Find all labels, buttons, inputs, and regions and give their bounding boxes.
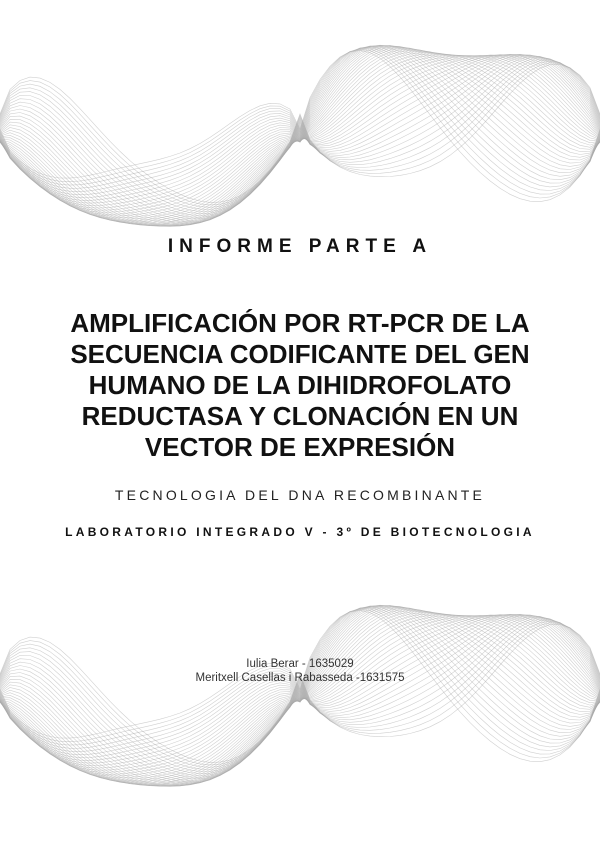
title-line: AMPLIFICACIÓN POR RT-PCR DE LA [70, 308, 530, 338]
authors-block [0, 657, 600, 685]
report-label: INFORME PARTE A [167, 236, 433, 257]
subject-line: TECNOLOGIA DEL DNA RECOMBINANTE [114, 487, 486, 503]
title-line: REDUCTASA Y CLONACIÓN EN UN [81, 401, 519, 431]
title-line: SECUENCIA CODIFICANTE DEL GEN [70, 339, 530, 369]
author-line: Iulia Berar - 1635029 [246, 658, 354, 670]
title-line: HUMANO DE LA DIHIDROFOLATO [88, 370, 512, 400]
report-title [40, 308, 560, 463]
author-line: Meritxell Casellas i Rabasseda -1631575 [195, 672, 405, 684]
title-line: VECTOR DE EXPRESIÓN [144, 432, 456, 462]
course-line: LABORATORIO INTEGRADO V - 3º DE BIOTECNOLOGIA [65, 525, 535, 539]
